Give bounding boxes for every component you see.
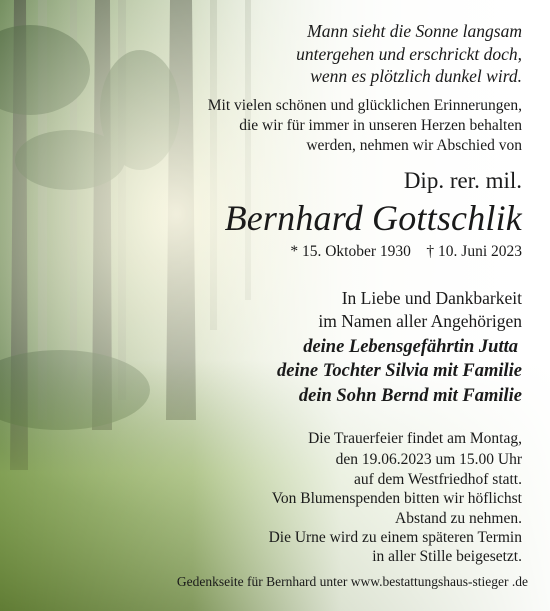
mourners-intro-2: im Namen aller Angehörigen — [318, 311, 522, 331]
mourner-son: dein Sohn Bernd mit Familie — [298, 386, 522, 406]
info-line-5: Abstand zu nehmen. — [395, 510, 522, 527]
info-line-6: Die Urne wird zu einem späteren Termin — [268, 529, 522, 546]
info-line-3: auf dem Westfriedhof statt. — [353, 471, 522, 488]
info-line-2: den 19.06.2023 um 15.00 Uhr — [335, 451, 522, 468]
mourners-intro-1: In Liebe und Dankbarkeit — [341, 288, 522, 308]
motto-line-2: untergehen und erschrickt doch, — [296, 44, 522, 64]
intro-line-2: die wir für immer in unseren Herzen behalten — [239, 117, 522, 134]
death-date: † 10. Juni 2023 — [426, 243, 522, 260]
intro-line-3: werden, nehmen wir Abschied von — [306, 137, 522, 154]
deceased-title: Dip. rer. mil. — [403, 168, 522, 193]
info-line-7: in aller Stille beigesetzt. — [372, 548, 522, 565]
info-line-1: Die Trauerfeier findet am Montag, — [308, 430, 522, 447]
deceased-name: Bernhard Gottschlik — [224, 198, 522, 238]
mourner-partner: deine Lebensgefährtin Jutta — [303, 337, 518, 357]
motto-line-1: Mann sieht die Sonne langsam — [307, 21, 522, 41]
motto-line-3: wenn es plötzlich dunkel wird. — [310, 66, 522, 86]
mourner-daughter: deine Tochter Silvia mit Familie — [277, 361, 522, 381]
intro-line-1: Mit vielen schönen und glücklichen Erinnerungen, — [207, 97, 522, 114]
memorial-page-footer: Gedenkseite für Bernhard unter www.bestattungshaus-stieger .de — [176, 574, 528, 589]
life-dates — [290, 243, 522, 261]
info-line-4: Von Blumenspenden bitten wir höflichst — [271, 490, 522, 507]
birth-date: * 15. Oktober 1930 — [290, 243, 411, 260]
